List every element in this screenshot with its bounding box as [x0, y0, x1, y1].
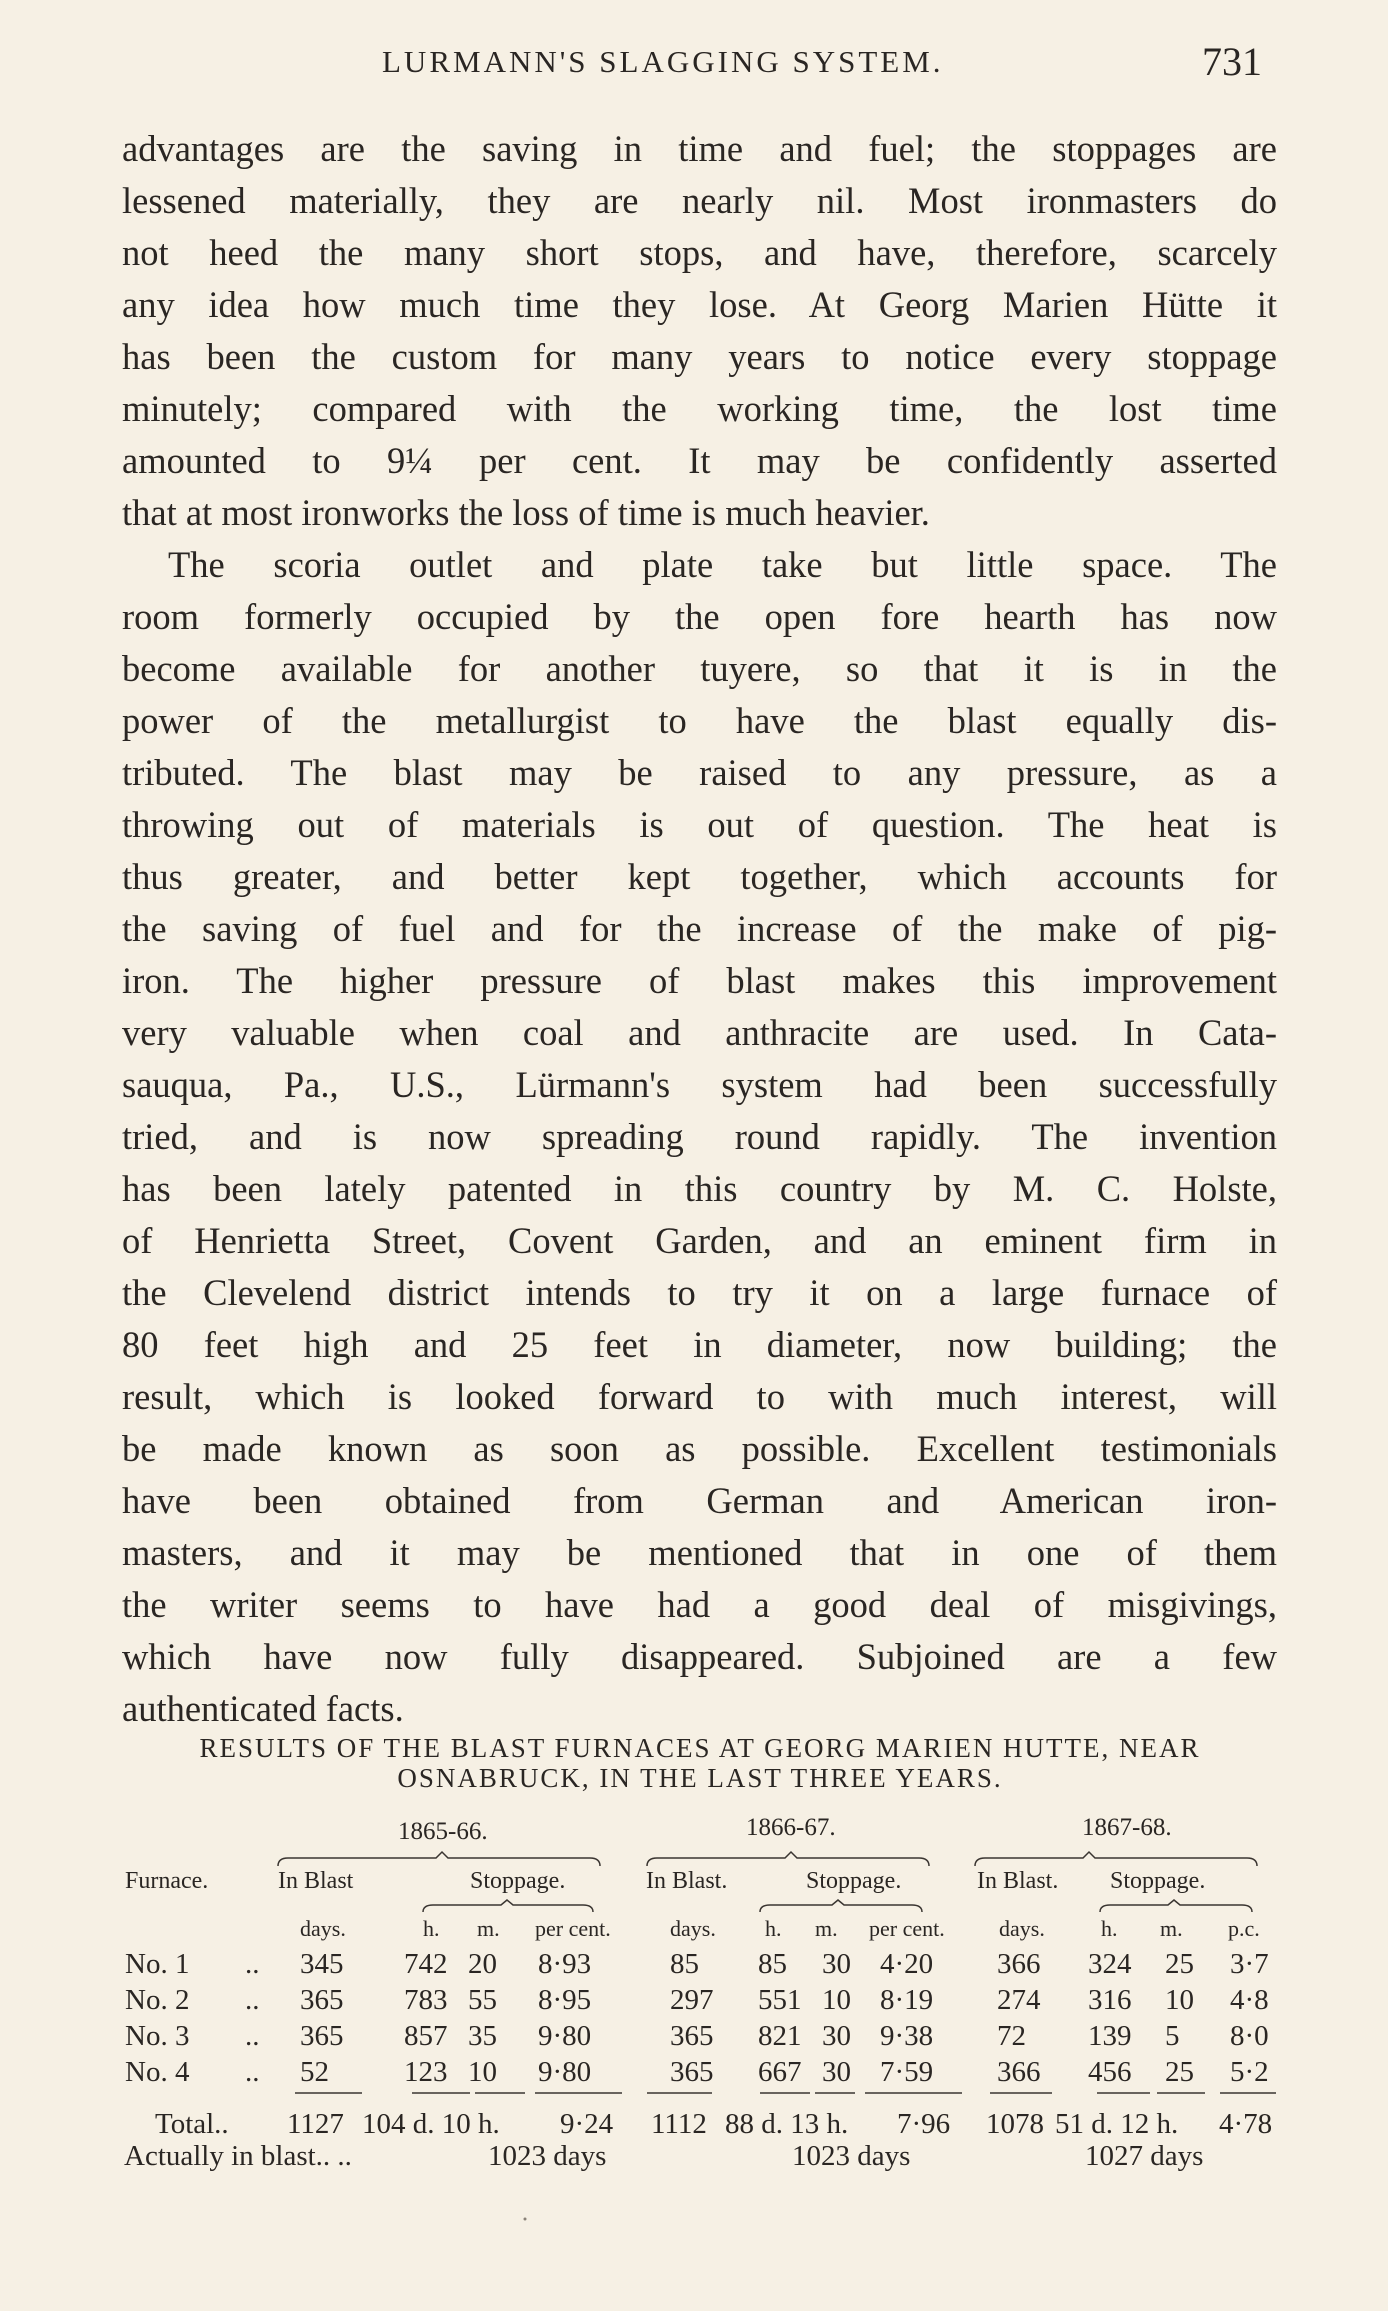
table-cell: 10	[822, 1984, 851, 2016]
table-cell: 35	[468, 2020, 497, 2052]
in-blast-header: In Blast.	[646, 1868, 728, 1894]
table-cell: 8·0	[1230, 2020, 1269, 2052]
brace	[423, 1900, 593, 1912]
table-cell: 274	[997, 1984, 1041, 2016]
text-line: room formerly occupied by the open fore hearth has now	[122, 596, 1277, 637]
table-cell: 551	[758, 1984, 802, 2016]
text-line: has been lately patented in this country by M. C. Holste,	[122, 1168, 1277, 1209]
table-cell: 5·2	[1230, 2056, 1269, 2088]
furnace-label: No. 1	[125, 1948, 190, 1980]
table-cell: 365	[670, 2056, 714, 2088]
table-cell: 366	[997, 2056, 1041, 2088]
actual-days: 1027 days	[1085, 2140, 1204, 2172]
unit-label: h.	[765, 1916, 782, 1941]
text-line: minutely; compared with the working time, the lost time	[122, 388, 1277, 429]
text-line: that at most ironworks the loss of time is much heavier.	[122, 492, 930, 533]
brace	[760, 1900, 922, 1912]
table-cell: 123	[404, 2056, 448, 2088]
table-cell: 8·19	[880, 1984, 934, 2016]
brace	[647, 1852, 929, 1866]
text-line: tried, and is now spreading round rapidly. The invention	[122, 1116, 1277, 1157]
table-cell: 30	[822, 1948, 851, 1980]
actual-label: Actually in blast.. ..	[124, 2140, 352, 2172]
table-cell: 821	[758, 2020, 802, 2052]
running-title: LURMANN'S SLAGGING SYSTEM.	[382, 44, 944, 79]
unit-label: m.	[1160, 1916, 1183, 1941]
table-cell: 456	[1088, 2056, 1132, 2088]
leader-dots: ..	[245, 1948, 260, 1980]
table-cell: 9·80	[538, 2056, 592, 2088]
unit-label: m.	[477, 1916, 500, 1941]
table-cell: 4·8	[1230, 1984, 1269, 2016]
text-line: The scoria outlet and plate take but little space. The	[168, 544, 1277, 585]
text-line: 80 feet high and 25 feet in diameter, now building; the	[122, 1324, 1277, 1365]
unit-label: h.	[423, 1916, 440, 1941]
table-cell: 3·7	[1230, 1948, 1269, 1980]
table-cell: 324	[1088, 1948, 1132, 1980]
total-stoppage: 104 d. 10 h.	[362, 2108, 500, 2140]
table-cell: 316	[1088, 1984, 1132, 2016]
table-cell: 742	[404, 1948, 448, 1980]
year-heading: 1867-68.	[1082, 1814, 1172, 1841]
text-line: have been obtained from German and American iron-	[122, 1480, 1277, 1521]
text-line: authenticated facts.	[122, 1688, 404, 1729]
text-line: not heed the many short stops, and have, therefore, scarcely	[122, 232, 1277, 273]
text-line: of Henrietta Street, Covent Garden, and an eminent firm in	[122, 1220, 1277, 1261]
unit-label: m.	[815, 1916, 838, 1941]
total-label: Total..	[155, 2108, 229, 2140]
table-cell: 5	[1165, 2020, 1180, 2052]
furnace-label: No. 2	[125, 1984, 190, 2016]
table-cell: 55	[468, 1984, 497, 2016]
total-stoppage: 51 d. 12 h.	[1055, 2108, 1179, 2140]
in-blast-header: In Blast.	[977, 1868, 1059, 1894]
stoppage-header: Stoppage.	[470, 1868, 566, 1894]
leader-dots: ..	[245, 1984, 260, 2016]
table-cell: 8·95	[538, 1984, 592, 2016]
total-days: 1127	[287, 2108, 344, 2140]
actual-days: 1023 days	[488, 2140, 607, 2172]
actual-days: 1023 days	[792, 2140, 911, 2172]
table-cell: 10	[1165, 1984, 1194, 2016]
text-line: throwing out of materials is out of question. The heat is	[122, 804, 1277, 845]
table-cell: 72	[997, 2020, 1026, 2052]
table-cell: 52	[300, 2056, 329, 2088]
stoppage-header: Stoppage.	[806, 1868, 902, 1894]
table-cell: 20	[468, 1948, 497, 1980]
unit-label: p.c.	[1228, 1916, 1260, 1941]
text-line: masters, and it may be mentioned that in one of them	[122, 1532, 1277, 1573]
table-cell: 7·59	[880, 2056, 934, 2088]
in-blast-header: In Blast	[278, 1868, 354, 1894]
text-line: which have now fully disappeared. Subjoined are a few	[122, 1636, 1277, 1677]
table-cell: 366	[997, 1948, 1041, 1980]
table-cell: 10	[468, 2056, 497, 2088]
leader-dots: ..	[245, 2020, 260, 2052]
text-line: very valuable when coal and anthracite are used. In Cata-	[122, 1012, 1277, 1053]
text-line: advantages are the saving in time and fuel; the stoppages are	[122, 128, 1277, 169]
table-cell: 297	[670, 1984, 714, 2016]
unit-label: days.	[300, 1916, 346, 1941]
year-heading: 1866-67.	[746, 1814, 836, 1841]
table-title: RESULTS OF THE BLAST FURNACES AT GEORG MARIEN HUTTE, NEAR	[199, 1733, 1201, 1763]
table-cell: 30	[822, 2056, 851, 2088]
text-line: the saving of fuel and for the increase of the make of pig-	[122, 908, 1277, 949]
unit-label: per cent.	[869, 1916, 945, 1941]
unit-label: days.	[999, 1916, 1045, 1941]
furnace-column-header: Furnace.	[125, 1868, 209, 1894]
unit-label: h.	[1101, 1916, 1118, 1941]
table-cell: 85	[670, 1948, 699, 1980]
total-percent: 7·96	[897, 2108, 951, 2140]
text-line: lessened materially, they are nearly nil. Most ironmasters do	[122, 180, 1277, 221]
table-cell: 783	[404, 1984, 448, 2016]
table-cell: 4·20	[880, 1948, 934, 1980]
table-subtitle: OSNABRUCK, IN THE LAST THREE YEARS.	[397, 1763, 1003, 1793]
stoppage-header: Stoppage.	[1110, 1868, 1206, 1894]
leader-dots: ..	[245, 2056, 260, 2088]
total-percent: 9·24	[560, 2108, 614, 2140]
brace	[278, 1852, 600, 1866]
table-cell: 667	[758, 2056, 802, 2088]
page-number: 731	[1202, 39, 1262, 84]
furnace-label: No. 4	[125, 2056, 190, 2088]
table-cell: 30	[822, 2020, 851, 2052]
text-line: power of the metallurgist to have the blast equally dis-	[122, 700, 1277, 741]
total-percent: 4·78	[1219, 2108, 1273, 2140]
text-line: has been the custom for many years to notice every stoppage	[122, 336, 1277, 377]
table-cell: 365	[300, 2020, 344, 2052]
table-cell: 9·80	[538, 2020, 592, 2052]
brace	[1100, 1900, 1252, 1912]
table-cell: 85	[758, 1948, 787, 1980]
unit-label: per cent.	[535, 1916, 611, 1941]
table-cell: 8·93	[538, 1948, 592, 1980]
year-heading: 1865-66.	[398, 1818, 488, 1845]
table-cell: 345	[300, 1948, 344, 1980]
table-cell: 365	[670, 2020, 714, 2052]
text-line: thus greater, and better kept together, which accounts for	[122, 856, 1277, 897]
text-line: tributed. The blast may be raised to any pressure, as a	[122, 752, 1277, 793]
table-cell: 25	[1165, 2056, 1194, 2088]
speck	[524, 2218, 527, 2221]
text-line: the Clevelend district intends to try it on a large furnace of	[122, 1272, 1277, 1313]
text-line: be made known as soon as possible. Excellent testimonials	[122, 1428, 1277, 1469]
text-line: iron. The higher pressure of blast makes this improvement	[122, 960, 1277, 1001]
total-stoppage: 88 d. 13 h.	[725, 2108, 849, 2140]
text-line: sauqua, Pa., U.S., Lürmann's system had been successfully	[122, 1064, 1277, 1105]
total-days: 1078	[986, 2108, 1044, 2140]
total-days: 1112	[651, 2108, 707, 2140]
brace	[975, 1852, 1257, 1866]
table-cell: 9·38	[880, 2020, 934, 2052]
table-cell: 139	[1088, 2020, 1132, 2052]
furnace-label: No. 3	[125, 2020, 190, 2052]
table-cell: 25	[1165, 1948, 1194, 1980]
text-line: become available for another tuyere, so that it is in the	[122, 648, 1277, 689]
text-line: result, which is looked forward to with much interest, will	[122, 1376, 1277, 1417]
text-line: amounted to 9¼ per cent. It may be confidently asserted	[122, 440, 1277, 481]
text-line: any idea how much time they lose. At Georg Marien Hütte it	[122, 284, 1277, 325]
table-cell: 365	[300, 1984, 344, 2016]
text-line: the writer seems to have had a good deal of misgivings,	[122, 1584, 1277, 1625]
unit-label: days.	[670, 1916, 716, 1941]
table-cell: 857	[404, 2020, 448, 2052]
